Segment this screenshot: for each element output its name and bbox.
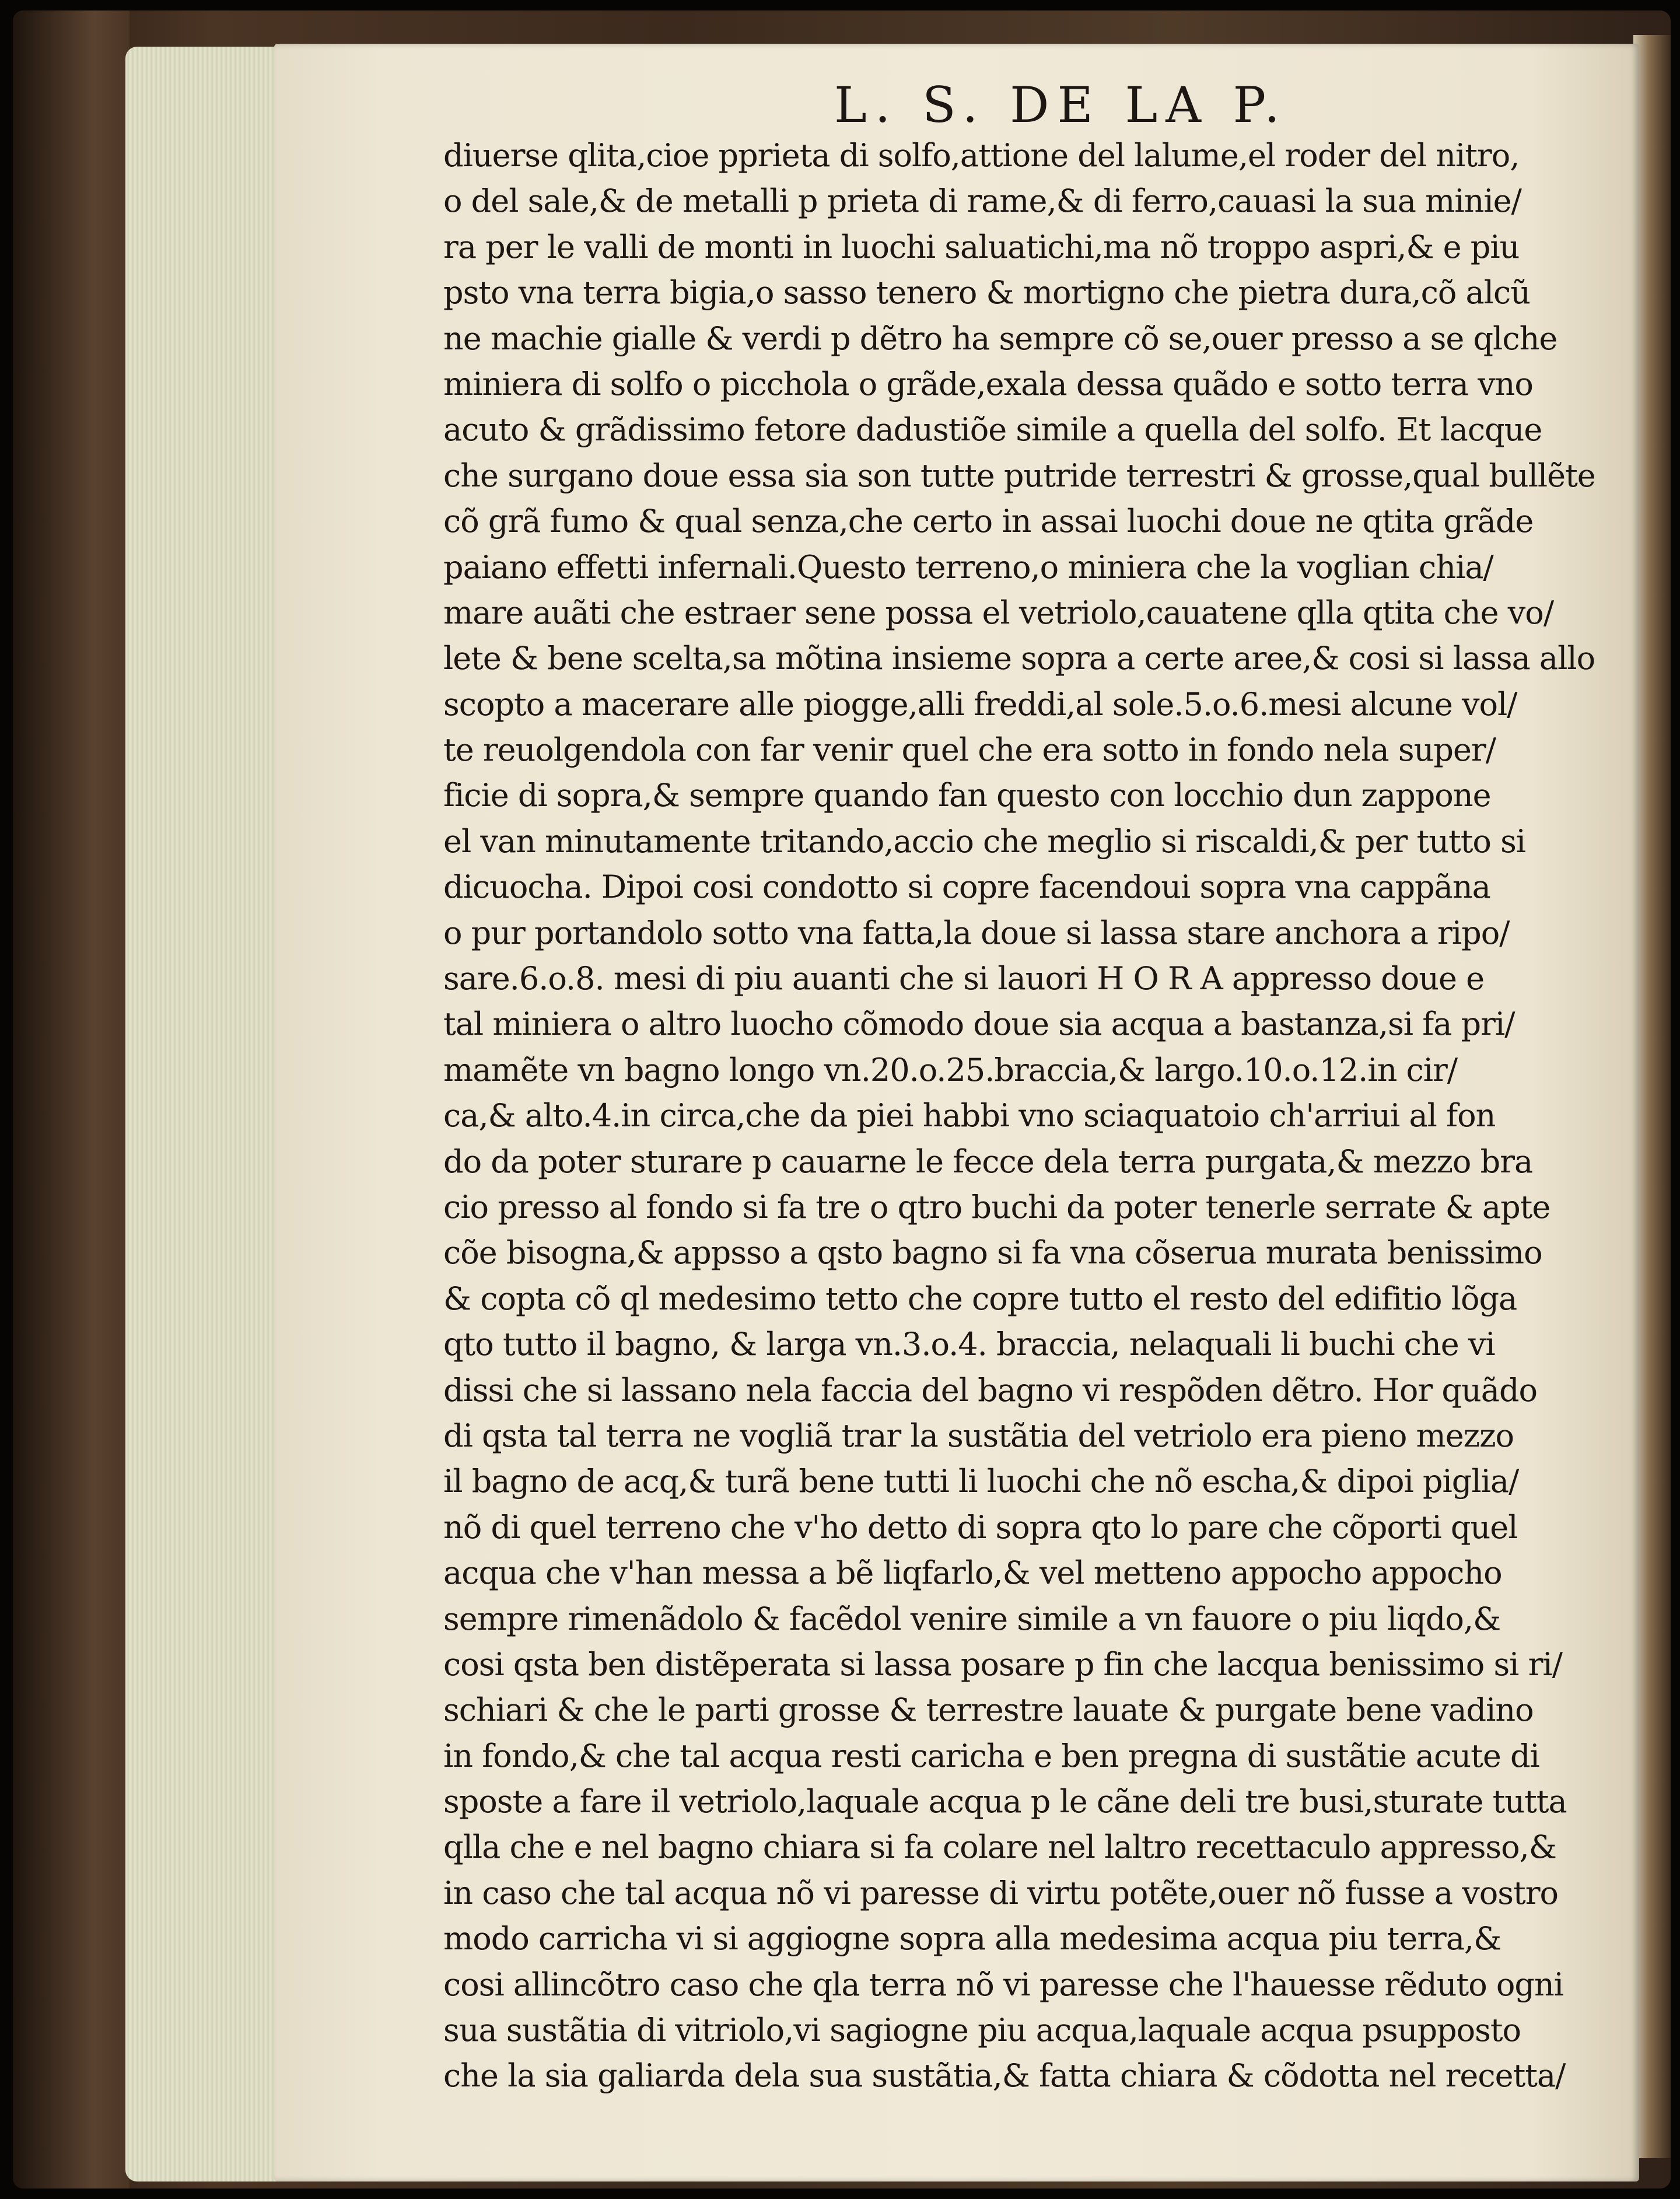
text-line: cosi qsta ben distẽperata si lassa posare p fin che lacqua benissimo si ri/ xyxy=(443,1645,1562,1683)
running-header: L. S. DE LA P. xyxy=(834,76,1288,134)
text-line: lete & bene scelta,sa mõtina insieme sopra a certe aree,& cosi si lassa allo xyxy=(443,640,1595,677)
text-line: acuto & grãdissimo fetore dadustiõe simile a quella del solfo. Et lacque xyxy=(443,411,1542,449)
text-line: che surgano doue essa sia son tutte putride terrestri & grosse,qual bullẽte xyxy=(443,457,1595,494)
text-line: cõ grã fumo & qual senza,che certo in assai luochi doue ne qtita grãde xyxy=(443,503,1534,540)
text-line: nõ di quel terreno che v'ho detto di sopra qto lo pare che cõporti quel xyxy=(443,1508,1518,1546)
page-text-block xyxy=(443,133,1628,2099)
text-line: qto tutto il bagno, & larga vn.3.o.4. braccia, nelaquali li buchi che vi xyxy=(443,1326,1495,1363)
text-line: el van minutamente tritando,accio che meglio si riscaldi,& per tutto si xyxy=(443,822,1526,860)
text-line: acqua che v'han messa a bẽ liqfarlo,& vel metteno appocho appocho xyxy=(443,1554,1502,1592)
text-line: sua sustãtia di vitriolo,vi sagiogne piu acqua,laquale acqua psupposto xyxy=(443,2012,1521,2049)
text-line: schiari & che le parti grosse & terrestre lauate & purgate bene vadino xyxy=(443,1692,1534,1729)
book-spine xyxy=(13,10,130,2189)
text-line: do da poter sturare p cauarne le fecce dela terra purgata,& mezzo bra xyxy=(443,1143,1533,1180)
text-line: qlla che e nel bagno chiara si fa colare nel laltro recettaculo appresso,& xyxy=(443,1829,1556,1866)
text-line: tal miniera o altro luocho cõmodo doue sia acqua a bastanza,si fa pri/ xyxy=(443,1006,1515,1043)
text-line: sempre rimenãdolo & facẽdol venire simile a vn fauore o piu liqdo,& xyxy=(443,1600,1501,1637)
text-line: ficie di sopra,& sempre quando fan questo con locchio dun zappone xyxy=(443,777,1491,814)
text-line: in fondo,& che tal acqua resti caricha e ben pregna di sustãtie acute di xyxy=(443,1737,1539,1774)
text-line: o del sale,& de metalli p prieta di rame,& di ferro,cauasi la sua minie/ xyxy=(443,183,1521,220)
text-line: dissi che si lassano nela faccia del bagno vi respõden dẽtro. Hor quãdo xyxy=(443,1371,1538,1409)
text-line: psto vna terra bigia,o sasso tenero & mortigno che pietra dura,cõ alcũ xyxy=(443,274,1531,311)
text-line: diuerse qlita,cioe pprieta di solfo,attione del lalume,el roder del nitro, xyxy=(443,137,1520,174)
text-line: sposte a fare il vetriolo,laquale acqua p le cãne deli tre busi,sturate tutta xyxy=(443,1783,1567,1820)
text-line: cosi allincõtro caso che qla terra nõ vi paresse che l'hauesse rẽduto ogni xyxy=(443,1966,1564,2003)
text-line: ca,& alto.4.in circa,che da piei habbi vno sciaquatoio ch'arriui al fon xyxy=(443,1097,1496,1134)
text-line: cõe bisogna,& appsso a qsto bagno si fa vna cõserua murata benissimo xyxy=(443,1234,1542,1272)
text-line: mamẽte vn bagno longo vn.20.o.25.braccia,& largo.10.o.12.in cir/ xyxy=(443,1051,1458,1088)
text-line: ne machie gialle & verdi p dẽtro ha sempre cõ se,ouer presso a se qlche xyxy=(443,320,1558,357)
text-line: mare auãti che estraer sene possa el vetriolo,cauatene qlla qtita che vo/ xyxy=(443,594,1554,631)
text-line: miniera di solfo o picchola o grãde,exala dessa quãdo e sotto terra vno xyxy=(443,365,1533,402)
text-line: modo carricha vi si aggiogne sopra alla medesima acqua piu terra,& xyxy=(443,1920,1502,1958)
text-line: te reuolgendola con far venir quel che era sotto in fondo nela super/ xyxy=(443,731,1496,769)
text-line: il bagno de acq,& turã bene tutti li luochi che nõ escha,& dipoi piglia/ xyxy=(443,1463,1519,1500)
text-line: cio presso al fondo si fa tre o qtro buchi da poter tenerle serrate & apte xyxy=(443,1188,1550,1225)
text-line: o pur portandolo sotto vna fatta,la doue si lassa stare anchora a ripo/ xyxy=(443,914,1510,951)
text-line: paiano effetti infernali.Questo terreno,o miniera che la voglian chia/ xyxy=(443,548,1493,586)
text-line: ra per le valli de monti in luochi saluatichi,ma nõ troppo aspri,& e piu xyxy=(443,228,1520,265)
text-line: scopto a macerare alle piogge,alli freddi,al sole.5.o.6.mesi alcune vol/ xyxy=(443,685,1517,723)
text-line: in caso che tal acqua nõ vi paresse di virtu potẽte,ouer nõ fusse a vostro xyxy=(443,1874,1559,1911)
text-line: che la sia galiarda dela sua sustãtia,& fatta chiara & cõdotta nel recetta/ xyxy=(443,2057,1566,2095)
text-line: di qsta tal terra ne vogliã trar la sustãtia del vetriolo era pieno mezzo xyxy=(443,1417,1514,1454)
text-line: sare.6.o.8. mesi di piu auanti che si lauori H O R A appresso doue e xyxy=(443,960,1485,997)
text-line: dicuocha. Dipoi cosi condotto si copre facendoui sopra vna cappãna xyxy=(443,869,1490,906)
text-line: & copta cõ ql medesimo tetto che copre tutto el resto del edifitio lõga xyxy=(443,1280,1517,1317)
